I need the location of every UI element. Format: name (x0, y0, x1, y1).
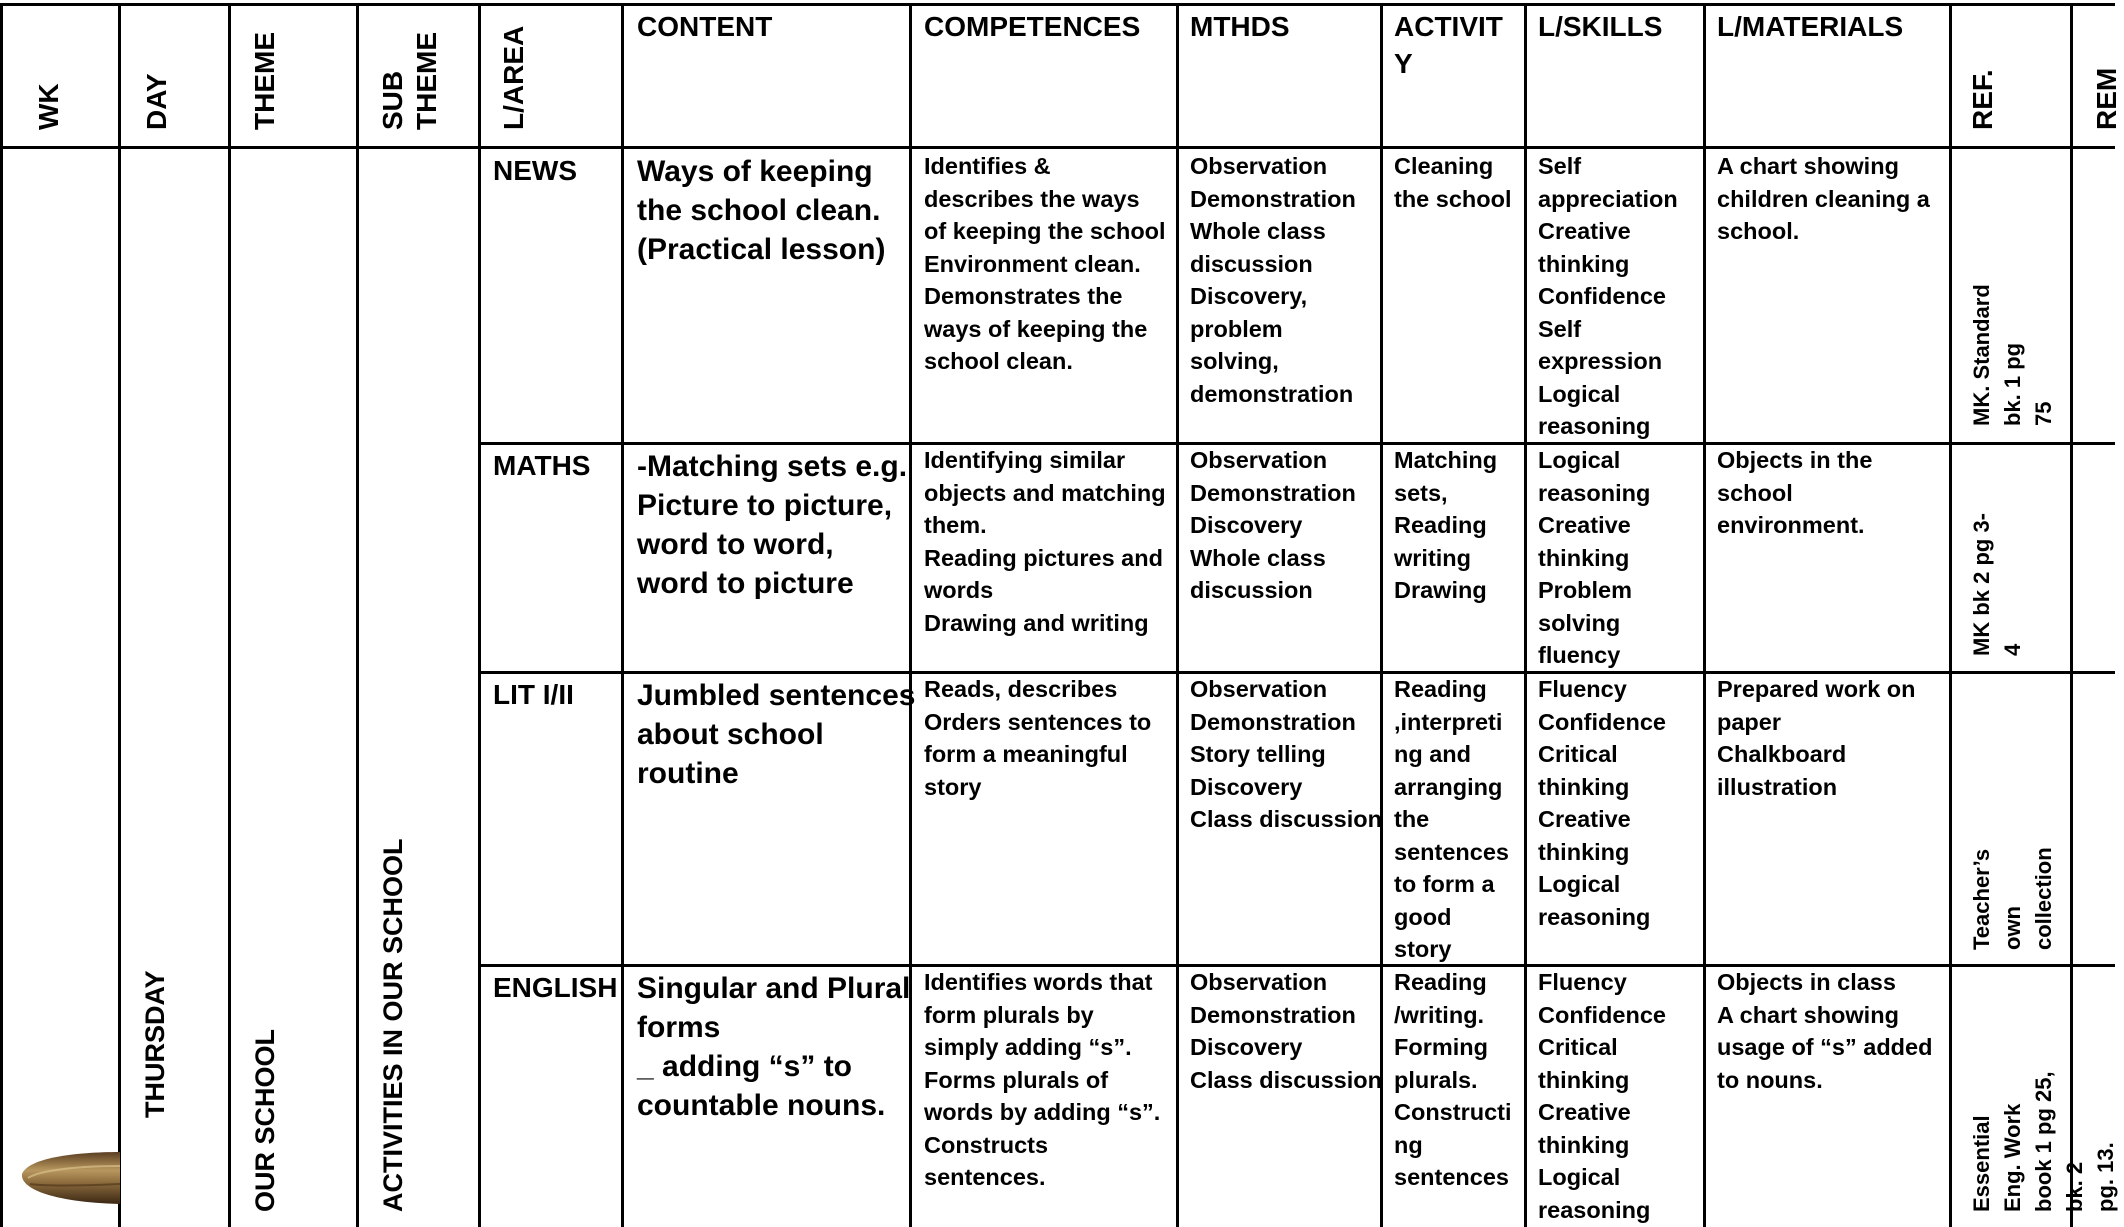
row-reference: MK. Standard bk. 1 pg 75 (1969, 284, 2056, 426)
grid-line (356, 3, 359, 1227)
row-l-area: LIT I/II (493, 679, 574, 710)
row-methods: Observation Demonstration Discovery Class discussion (1190, 969, 1382, 1093)
grid-line (0, 3, 3, 1227)
header-competences: COMPETENCES (924, 11, 1141, 42)
header-content: CONTENT (637, 11, 773, 42)
decorative-image (20, 1148, 120, 1208)
row-materials: Objects in the school environment. (1717, 447, 1873, 538)
row-activity: Reading /writing. Forming plurals. Constructi ng sentences (1394, 969, 1512, 1190)
header-wk: WK (33, 83, 64, 130)
row-methods: Observation Demonstration Discovery Whole class discussion (1190, 447, 1356, 603)
row-methods: Observation Demonstration Story telling Discovery Class discussion (1190, 676, 1382, 832)
header-mthds: MTHDS (1190, 11, 1290, 42)
row-life-skills: Fluency Confidence Critical thinking Creative thinking Logical reasoning (1538, 969, 1666, 1223)
row-methods: Observation Demonstration Whole class discussion Discovery, problem solving, demonstration (1190, 153, 1356, 407)
grid-line (0, 3, 2115, 6)
grid-line (2070, 3, 2073, 1227)
day-cell: THURSDAY (140, 970, 170, 1118)
row-reference: Essential Eng. Work book 1 pg 25, bk. 2 pg. 13. (1969, 1071, 2118, 1212)
header-l-skills: L/SKILLS (1538, 11, 1663, 42)
header-l-materials: L/MATERIALS (1717, 11, 1904, 42)
row-activity: Reading ,interpreti ng and arranging the sentences to form a good story (1394, 676, 1509, 962)
row-competences: Identifies words that form plurals by simply adding “s”. Forms plurals of words by adding “s”. Constructs sentences. (924, 969, 1161, 1190)
header-l-area: L/AREA (498, 25, 529, 130)
grid-line (118, 3, 121, 1227)
row-competences: Identifies & describes the ways of keeping the school Environment clean. Demonstrates the ways of keeping the school clean. (924, 153, 1166, 374)
grid-line (621, 3, 624, 1227)
row-materials: Objects in class A chart showing usage of “s” added to nouns. (1717, 969, 1933, 1093)
grid-line (1524, 3, 1527, 1227)
grid-line (1176, 3, 1179, 1227)
header-activity: ACTIVIT Y (1394, 11, 1503, 79)
row-activity: Matching sets, Reading writing Drawing (1394, 447, 1498, 603)
row-materials: A chart showing children cleaning a school. (1717, 153, 1930, 244)
header-ref: REF. (1967, 69, 1998, 130)
grid-line (228, 3, 231, 1227)
row-l-area: NEWS (493, 155, 577, 186)
row-content: -Matching sets e.g. Picture to picture, word to word, word to picture (637, 450, 908, 600)
row-life-skills: Fluency Confidence Critical thinking Creative thinking Logical reasoning (1538, 676, 1666, 930)
header-theme: THEME (249, 32, 280, 130)
header-sub-theme: SUB THEME (377, 32, 442, 130)
row-life-skills: Logical reasoning Creative thinking Problem solving fluency (1538, 447, 1651, 668)
grid-line (478, 3, 481, 1227)
grid-line (0, 146, 2115, 149)
sub-theme-cell: ACTIVITIES IN OUR SCHOOL (378, 838, 408, 1212)
row-materials: Prepared work on paper Chalkboard illustration (1717, 676, 1916, 800)
row-reference: Teacher’s own collection (1969, 847, 2056, 950)
theme-cell: OUR SCHOOL (250, 1028, 280, 1212)
row-competences: Identifying similar objects and matching them. Reading pictures and words Drawing and writing (924, 447, 1166, 636)
row-l-area: MATHS (493, 450, 591, 481)
header-day: DAY (141, 73, 172, 130)
grid-line (1949, 3, 1952, 1227)
row-content: Ways of keeping the school clean. (Practical lesson) (637, 155, 886, 266)
grid-line (1703, 3, 1706, 1227)
header-rem: REM (2091, 67, 2122, 130)
row-content: Jumbled sentences about school routine (637, 679, 916, 790)
row-life-skills: Self appreciation Creative thinking Confidence Self expression Logical reasoning (1538, 153, 1678, 439)
row-competences: Reads, describes Orders sentences to form a meaningful story (924, 676, 1152, 800)
row-content: Singular and Plural forms _ adding “s” to countable nouns. (637, 972, 911, 1122)
row-reference: MK bk 2 pg 3-4 (1969, 512, 2025, 656)
row-activity: Cleaning the school (1394, 153, 1512, 212)
row-l-area: ENGLISH (493, 972, 618, 1003)
